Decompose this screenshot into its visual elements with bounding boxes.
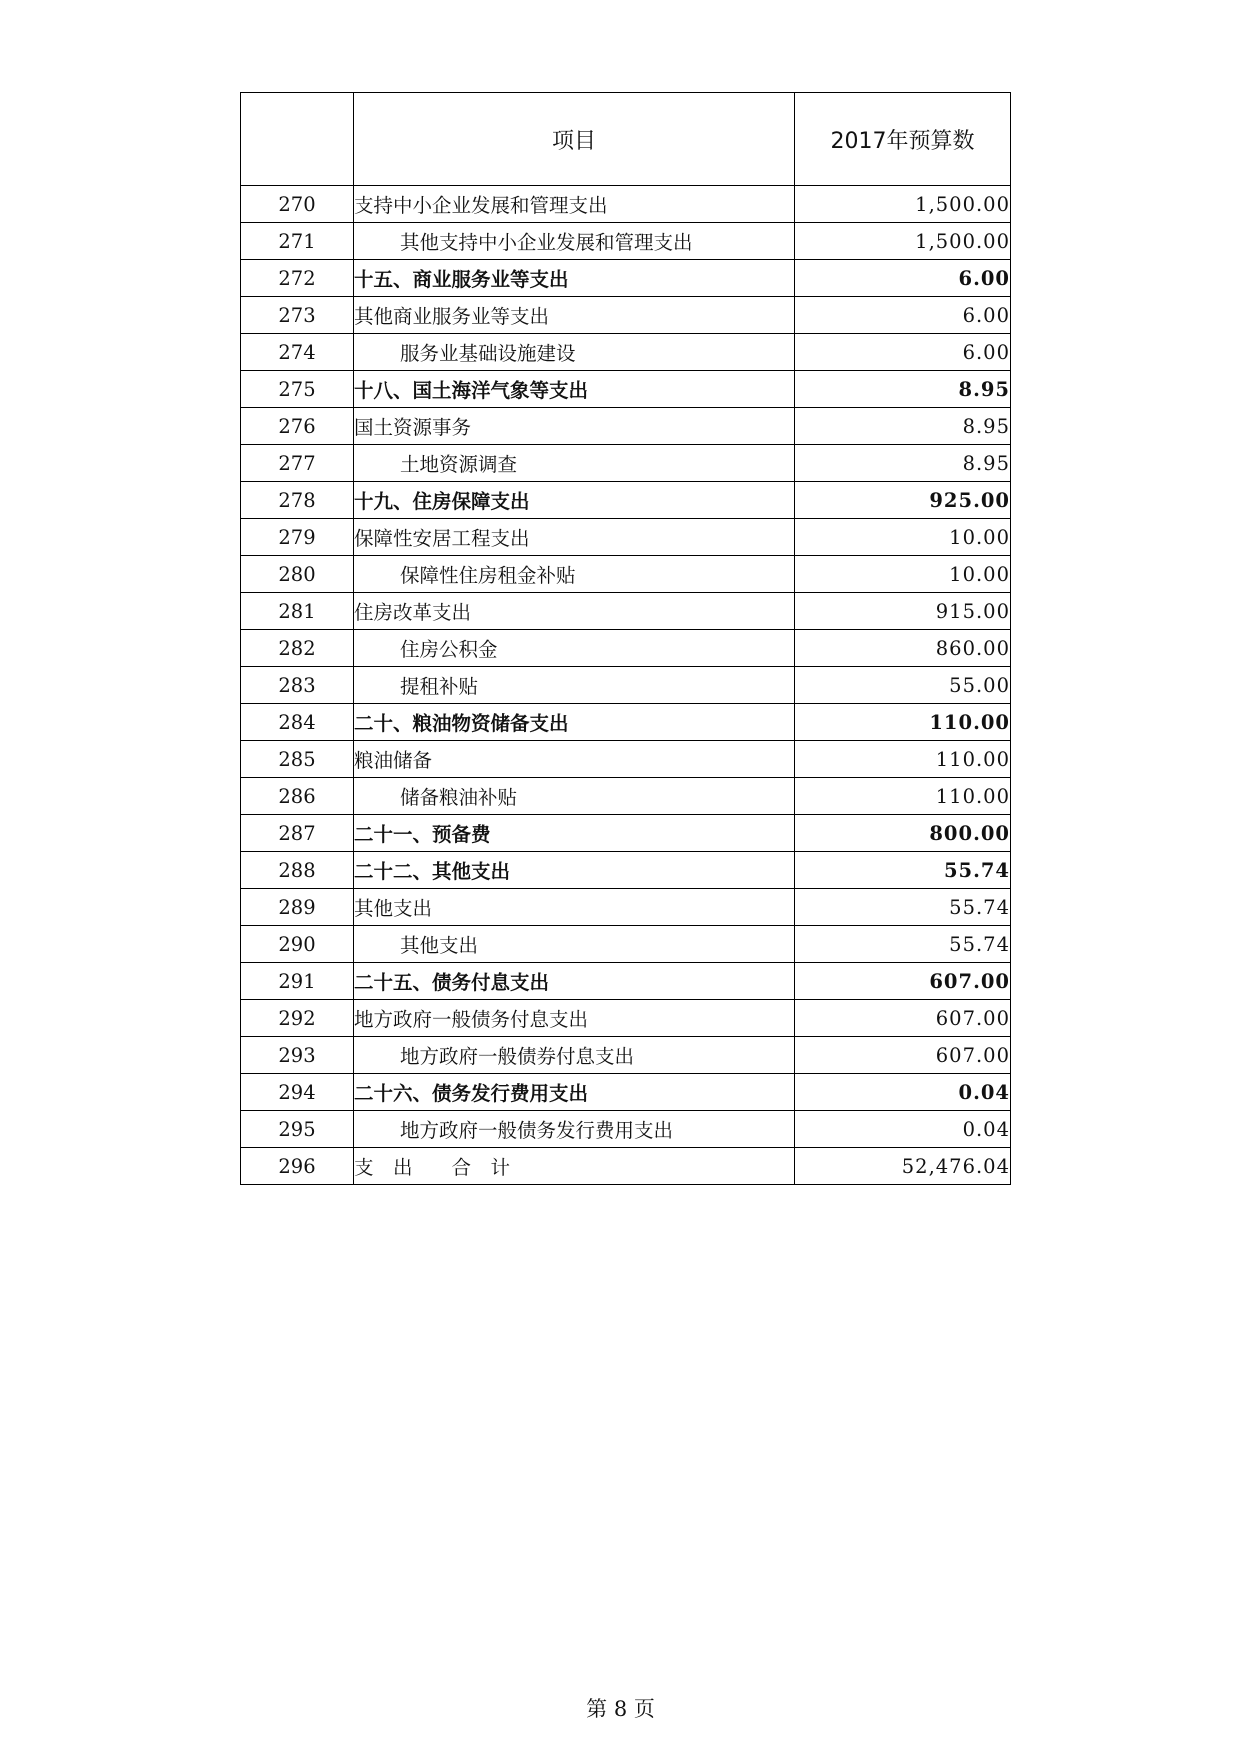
row-amount: 1,500.00 xyxy=(795,223,1011,260)
page-number: 第 8 页 xyxy=(586,1697,655,1721)
row-amount: 55.74 xyxy=(795,889,1011,926)
row-number: 293 xyxy=(241,1037,354,1074)
table-row xyxy=(241,371,1011,408)
row-amount: 8.95 xyxy=(795,371,1011,408)
row-amount: 607.00 xyxy=(795,963,1011,1000)
header-amount: 2017年预算数 xyxy=(795,93,1011,186)
table-row xyxy=(241,260,1011,297)
row-item: 住房改革支出 xyxy=(354,593,795,630)
row-item: 其他支持中小企业发展和管理支出 xyxy=(354,223,795,260)
table-row xyxy=(241,445,1011,482)
row-item: 地方政府一般债务付息支出 xyxy=(354,1000,795,1037)
row-number: 279 xyxy=(241,519,354,556)
row-item: 支持中小企业发展和管理支出 xyxy=(354,186,795,223)
table-row xyxy=(241,408,1011,445)
row-amount: 607.00 xyxy=(795,1000,1011,1037)
row-number: 283 xyxy=(241,667,354,704)
row-number: 273 xyxy=(241,297,354,334)
row-amount: 0.04 xyxy=(795,1111,1011,1148)
table-row xyxy=(241,852,1011,889)
row-item: 服务业基础设施建设 xyxy=(354,334,795,371)
row-number: 296 xyxy=(241,1148,354,1185)
row-item: 粮油储备 xyxy=(354,741,795,778)
row-number: 280 xyxy=(241,556,354,593)
row-amount: 0.04 xyxy=(795,1074,1011,1111)
row-amount: 607.00 xyxy=(795,1037,1011,1074)
row-item: 十八、国土海洋气象等支出 xyxy=(354,371,795,408)
table-row xyxy=(241,1074,1011,1111)
table-row xyxy=(241,815,1011,852)
table-row xyxy=(241,778,1011,815)
row-number: 284 xyxy=(241,704,354,741)
row-amount: 55.74 xyxy=(795,852,1011,889)
table-row xyxy=(241,297,1011,334)
row-item: 土地资源调查 xyxy=(354,445,795,482)
table-row xyxy=(241,1111,1011,1148)
row-item: 二十五、债务付息支出 xyxy=(354,963,795,1000)
row-number: 278 xyxy=(241,482,354,519)
row-item: 保障性安居工程支出 xyxy=(354,519,795,556)
row-amount: 800.00 xyxy=(795,815,1011,852)
table-row xyxy=(241,1000,1011,1037)
row-number: 287 xyxy=(241,815,354,852)
row-item: 二十六、债务发行费用支出 xyxy=(354,1074,795,1111)
table-row xyxy=(241,186,1011,223)
row-amount: 110.00 xyxy=(795,704,1011,741)
row-item: 储备粮油补贴 xyxy=(354,778,795,815)
row-item: 其他支出 xyxy=(354,926,795,963)
table-row xyxy=(241,963,1011,1000)
row-item: 支 出 合 计 xyxy=(354,1148,795,1185)
table-body xyxy=(241,186,1011,1185)
row-number: 281 xyxy=(241,593,354,630)
row-number: 277 xyxy=(241,445,354,482)
row-amount: 8.95 xyxy=(795,408,1011,445)
row-item: 十五、商业服务业等支出 xyxy=(354,260,795,297)
table-row xyxy=(241,741,1011,778)
row-number: 288 xyxy=(241,852,354,889)
row-number: 290 xyxy=(241,926,354,963)
table-row xyxy=(241,1148,1011,1185)
header-num xyxy=(241,93,354,186)
row-item: 地方政府一般债务发行费用支出 xyxy=(354,1111,795,1148)
row-item: 其他支出 xyxy=(354,889,795,926)
row-number: 285 xyxy=(241,741,354,778)
header-item: 项目 xyxy=(354,93,795,186)
row-amount: 8.95 xyxy=(795,445,1011,482)
row-number: 295 xyxy=(241,1111,354,1148)
row-number: 275 xyxy=(241,371,354,408)
row-number: 286 xyxy=(241,778,354,815)
row-amount: 6.00 xyxy=(795,297,1011,334)
table-header-row xyxy=(241,93,1011,186)
row-amount: 52,476.04 xyxy=(795,1148,1011,1185)
row-number: 282 xyxy=(241,630,354,667)
row-item: 二十、粮油物资储备支出 xyxy=(354,704,795,741)
row-number: 292 xyxy=(241,1000,354,1037)
table-row xyxy=(241,1037,1011,1074)
row-number: 270 xyxy=(241,186,354,223)
row-item: 住房公积金 xyxy=(354,630,795,667)
table-row xyxy=(241,482,1011,519)
row-number: 291 xyxy=(241,963,354,1000)
row-amount: 110.00 xyxy=(795,741,1011,778)
table-row xyxy=(241,334,1011,371)
table-row xyxy=(241,926,1011,963)
row-amount: 10.00 xyxy=(795,556,1011,593)
row-amount: 925.00 xyxy=(795,482,1011,519)
table-row xyxy=(241,223,1011,260)
row-item: 国土资源事务 xyxy=(354,408,795,445)
row-amount: 915.00 xyxy=(795,593,1011,630)
table-row xyxy=(241,667,1011,704)
row-amount: 6.00 xyxy=(795,260,1011,297)
row-number: 276 xyxy=(241,408,354,445)
table-row xyxy=(241,519,1011,556)
row-amount: 55.00 xyxy=(795,667,1011,704)
row-amount: 10.00 xyxy=(795,519,1011,556)
row-number: 294 xyxy=(241,1074,354,1111)
row-amount: 55.74 xyxy=(795,926,1011,963)
row-number: 289 xyxy=(241,889,354,926)
row-item: 其他商业服务业等支出 xyxy=(354,297,795,334)
row-amount: 1,500.00 xyxy=(795,186,1011,223)
row-item: 十九、住房保障支出 xyxy=(354,482,795,519)
row-amount: 110.00 xyxy=(795,778,1011,815)
row-number: 271 xyxy=(241,223,354,260)
row-item: 二十二、其他支出 xyxy=(354,852,795,889)
budget-table xyxy=(240,92,1011,1185)
row-item: 提租补贴 xyxy=(354,667,795,704)
row-number: 272 xyxy=(241,260,354,297)
table-row xyxy=(241,593,1011,630)
row-amount: 860.00 xyxy=(795,630,1011,667)
row-amount: 6.00 xyxy=(795,334,1011,371)
table-row xyxy=(241,889,1011,926)
row-number: 274 xyxy=(241,334,354,371)
row-item: 保障性住房租金补贴 xyxy=(354,556,795,593)
row-item: 二十一、预备费 xyxy=(354,815,795,852)
row-item: 地方政府一般债券付息支出 xyxy=(354,1037,795,1074)
table-row xyxy=(241,556,1011,593)
table-row xyxy=(241,630,1011,667)
table-row xyxy=(241,704,1011,741)
